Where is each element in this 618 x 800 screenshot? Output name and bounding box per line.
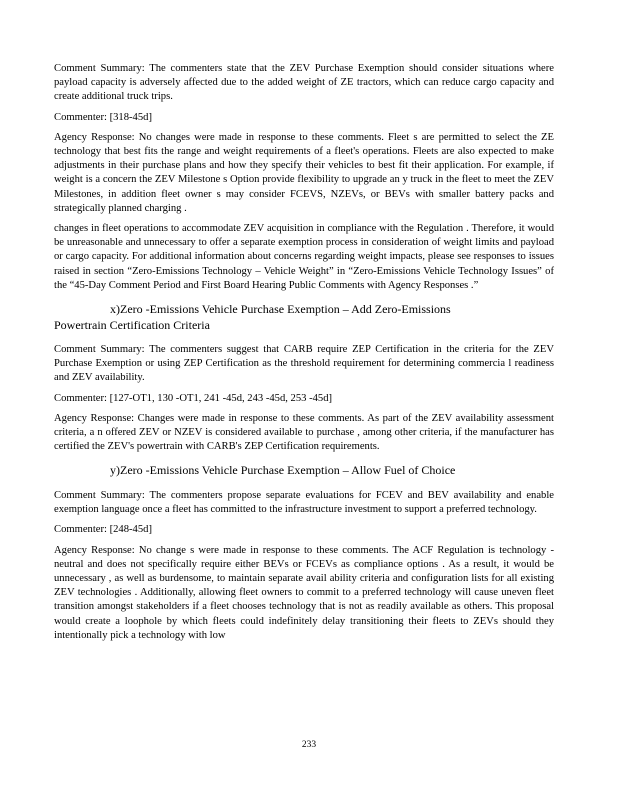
section-y-commenter: Commenter: [248-45d] [54,524,152,536]
section-y-comment-summary: Comment Summary: The commenters propose separate evaluations for FCEV and BEV availability and enable exemption language once a fleet has committed to the infrastructure investment to support a preferred technology. [54,489,554,516]
section-x-commenter: Commenter: [127-OT1, 130 -OT1, 241 -45d, 243 -45d, 253 -45d] [54,392,333,404]
page-number: 233 [301,740,317,750]
section-y-agency-response: Agency Response: No change s were made in response to these comments. The ACF Regulation is technology -neutral and does not specifically require either BEVs or FCEVs as compliance options . As a result, it would be unnecessary , as well as burdensome, to maintain separate avail ability criteria and configuration lists for all existing ZEV technologies . Additionally, allowing fleet owners to commit to a preferred technology will cause uneven fleet transition amongst stakeholders if a fleet chooses technology that is not as readily available as others. This proposal would create a loophole by which fleets could indefinitely delay transitioning their fleets to ZEVs should they intentionally pick a technology with low [54,544,554,641]
section-y-heading-line1: y)Zero -Emissions Vehicle Purchase Exemption – Allow Fuel of Choice [110,463,456,478]
section-x-heading [54,302,554,333]
section-x-heading-line1: x)Zero -Emissions Vehicle Purchase Exemption – Add Zero-Emissions [110,302,451,317]
section-x-heading-line2: Powertrain Certification Criteria [54,317,210,332]
agency-response-payload: Agency Response: No changes were made in response to these comments. Fleet s are permitted to select the ZE technology that best fits the range and weight requirements of a fleet's operations. Fleets are also expected to make adjustments in their purchase plans and how they specify their vehicles to best fit their application. For example, if weight is a concern the ZEV Milestone s Option provide flexibility to upgrade an y truck in the fleet to meet the ZEV Milestones, in addition fleet owner s may consider FCEVS, NZEVs, or BEVs with smaller battery packs and strategically planned charging . [54,131,554,214]
section-x-agency-response: Agency Response: Changes were made in response to these comments. As part of the ZEV availability assessment criteria, a n offered ZEV or NZEV is considered available to purchase , among other criteria, if the manufacturer has certified the ZEV's powertrain with CARB's ZEP Certification requirements. [54,412,554,453]
comment-summary-payload: Comment Summary: The commenters state that the ZEV Purchase Exemption should consider situations where payload capacity is adversely affected due to the added weight of ZE tractors, which can reduce cargo capacity and create additional truck trips. [54,63,554,103]
agency-response-payload-continued: changes in fleet operations to accommodate ZEV acquisition in compliance with the Regulation . Therefore, it would be unreasonable and unnecessary to offer a separate exemption process in consideration of weight limits and payload or cargo capacity. For additional information about concerns regarding weight impacts, please see responses to issues raised in section “Zero-Emissions Technology – Vehicle Weight” in “Zero-Emissions Vehicle Technology Issues” of the “45-Day Comment Period and First Board Hearing Public Comments with Agency Responses .” [54,223,554,291]
section-y-heading [54,463,554,479]
page-body [54,62,554,649]
section-x-comment-summary: Comment Summary: The commenters suggest that CARB require ZEP Certification in the criteria for the ZEV Purchase Exemption or using ZEP Certification as the threshold requirement for determining commercia l readiness and ZEV availability. [54,344,554,384]
commenter-payload: Commenter: [318-45d] [54,111,152,123]
